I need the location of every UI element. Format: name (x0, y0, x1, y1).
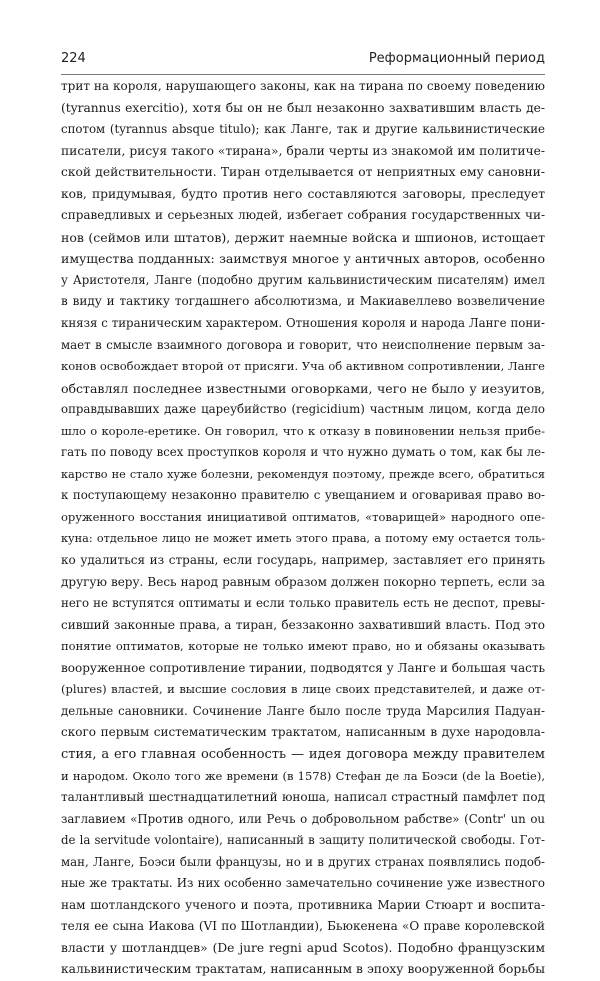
page-header (61, 51, 545, 71)
text-line: власти у шотландцев» (De jure regni apud Scotos). Подобно французским (61, 940, 545, 955)
text-line: (tyrannus exercitio), хотя бы он не был незаконно захватившим власть де- (61, 100, 545, 115)
text-line: нам шотландского ученого и поэта, противника Марии Стюарт и воспита- (61, 897, 545, 912)
text-line: ской действительности. Тиран отделывается от неприятных ему сановни- (61, 165, 545, 180)
text-line: ков, придумывая, будто против него составляются заговоры, преследует (61, 186, 545, 201)
text-line: оруженного восстания инициативой оптиматов, «товарищей» народного опе- (61, 509, 545, 524)
text-line: другую веру. Весь народ равным образом должен покорно терпеть, если за (61, 574, 545, 589)
text-line: князя с тираническим характером. Отношения короля и народа Ланге пони- (61, 316, 545, 331)
text-line: писатели, рисуя такого «тирана», брали черты из знакомой им политиче- (61, 143, 545, 158)
text-line: ман, Ланге, Боэси были французы, но и в других странах появлялись подоб- (61, 854, 545, 869)
body-text (61, 76, 545, 981)
text-line: кальвинистическим трактатам, написанным в эпоху вооруженной борьбы (61, 962, 545, 977)
text-line: справедливых и серьезных людей, избегает собрания государственных чи- (61, 208, 545, 223)
text-line: и народом. Около того же времени (в 1578) Стефан де ла Боэси (de la Boetie), (61, 768, 545, 783)
text-line: нов (сеймов или штатов), держит наемные войска и шпионов, истощает (61, 229, 545, 245)
text-line: него не вступятся оптиматы и если только правитель есть не деспот, превы- (61, 596, 545, 611)
text-line: понятие оптиматов, которые не только имеют право, но и обязаны оказывать (61, 639, 545, 654)
header-rule (61, 74, 545, 75)
page-number: 224 (61, 51, 86, 66)
text-line: обставлял последнее известными оговорками, чего не было у иезуитов, (61, 380, 545, 396)
text-line: сивший законные права, а тиран, беззаконно захвативший власть. Под это (61, 617, 545, 632)
text-line: спотом (tyrannus absque titulo); как Ланге, так и другие кальвинистические (61, 122, 545, 137)
text-line: трит на короля, нарушающего законы, как на тирана по своему поведению (61, 79, 545, 93)
text-line: оправдывавших даже цареубийство (regicidium) частным лицом, когда дело (61, 402, 545, 417)
text-line: теля ее сына Иакова (VI по Шотландии), Бьюкенена «О праве королевской (61, 919, 545, 934)
text-line: к поступающему незаконно правителю с увещанием и оговаривая право во- (61, 488, 545, 503)
text-line: куна: отдельное лицо не может иметь этого права, а потому ему остается толь- (61, 532, 545, 546)
text-line: шло о короле-еретике. Он говорил, что к отказу в повиновении нельзя прибе- (61, 423, 545, 438)
text-line: мает в смысле взаимного договора и говорит, что неисполнение первым за- (61, 337, 545, 352)
text-line: имущества подданных: заимствуя многое у античных авторов, особенно (61, 251, 545, 267)
text-line: дельные сановники. Сочинение Ланге было после труда Марсилия Падуан- (61, 703, 545, 718)
text-line: заглавием «Против одного, или Речь о добровольном рабстве» (Contr' un ou (61, 811, 545, 826)
text-line: стия, а его главная особенность — идея договора между правителем (61, 746, 545, 762)
text-line: карство не стало хуже болезни, рекомендуя поэтому, прежде всего, обратиться (61, 467, 545, 481)
text-line: у Аристотеля, Ланге (подобно другим кальвинистическим писателям) имел (61, 272, 545, 287)
text-line: вооруженное сопротивление тирании, подводятся у Ланге и большая часть (61, 660, 545, 675)
text-line: ко удалиться из страны, если государь, например, заставляет его принять (61, 553, 545, 568)
text-line: в виду и тактику тогдашнего абсолютизма, и Макиавеллево возвеличение (61, 294, 545, 309)
text-line: гать по поводу всех проступков короля и что нужно думать о том, как бы ле- (61, 445, 545, 460)
text-line: de la servitude volontaire), написанный в защиту политической свободы. Гот- (61, 833, 545, 848)
text-line: (plures) властей, и высшие сословия в лице своих представителей, и даже от- (61, 682, 545, 697)
text-line: ского первым систематическим трактатом, написанным в духе народовла- (61, 725, 545, 740)
text-line: талантливый шестнадцатилетний юноша, написал страстный памфлет под (61, 790, 545, 805)
text-line: конов освобождает второй от присяги. Уча об активном сопротивлении, Ланге (61, 359, 545, 374)
running-title: Реформационный период (368, 51, 545, 66)
text-line: ные же трактаты. Из них особенно замечательно сочинение уже известного (61, 876, 545, 891)
